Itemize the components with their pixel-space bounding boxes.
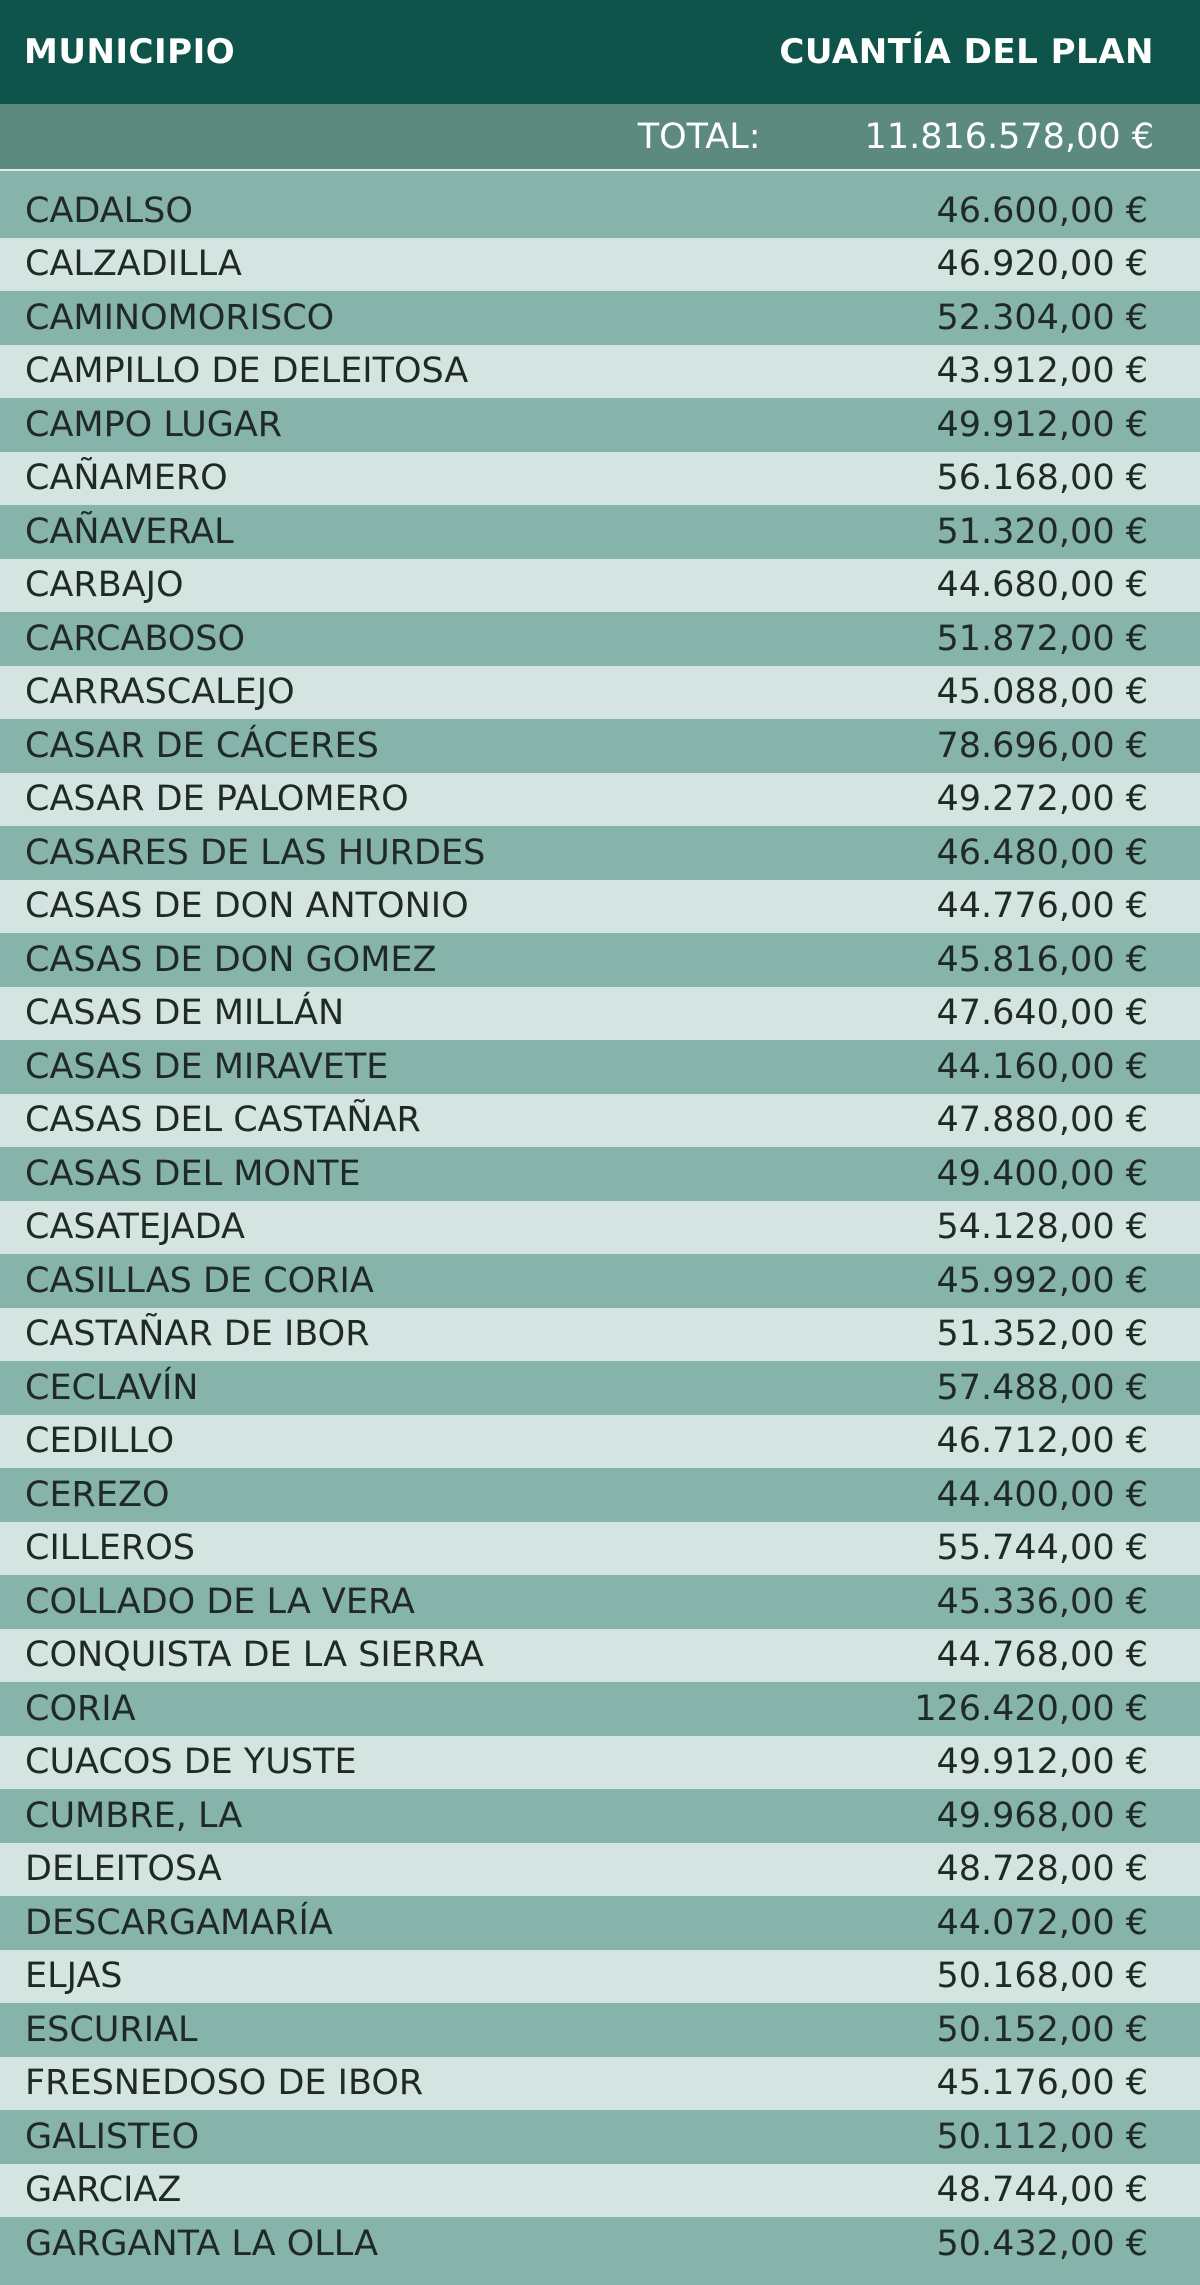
municipality-name: CAÑAMERO <box>25 458 228 499</box>
plan-amount: 49.968,00 € <box>936 1795 1148 1836</box>
table-row <box>0 238 1200 292</box>
table-row <box>0 2057 1200 2111</box>
municipality-name: CEREZO <box>25 1474 170 1515</box>
table-row <box>0 2110 1200 2164</box>
table-row <box>0 184 1200 238</box>
table-row <box>0 1682 1200 1736</box>
table-row <box>0 826 1200 880</box>
plan-amount: 48.728,00 € <box>936 1849 1148 1890</box>
municipality-name: CASTAÑAR DE IBOR <box>25 1314 370 1355</box>
plan-amount: 49.912,00 € <box>936 1742 1148 1783</box>
municipality-name: CEDILLO <box>25 1421 175 1462</box>
municipality-name: CASILLAS DE CORIA <box>25 1260 374 1301</box>
plan-amount: 51.320,00 € <box>936 511 1148 552</box>
municipality-name: CASAS DE DON ANTONIO <box>25 886 469 927</box>
plan-amount: 44.160,00 € <box>936 1046 1148 1087</box>
plan-amount: 50.168,00 € <box>936 1956 1148 1997</box>
plan-amount: 44.680,00 € <box>936 565 1148 606</box>
table-row <box>0 1147 1200 1201</box>
plan-amount: 47.880,00 € <box>936 1100 1148 1141</box>
table-row <box>0 452 1200 506</box>
plan-amount: 45.816,00 € <box>936 939 1148 980</box>
table-row <box>0 1950 1200 2004</box>
table-row <box>0 559 1200 613</box>
table-row <box>0 1522 1200 1576</box>
plan-amount: 44.400,00 € <box>936 1474 1148 1515</box>
plan-amount: 45.176,00 € <box>936 2063 1148 2104</box>
table-row <box>0 773 1200 827</box>
table-row <box>0 933 1200 987</box>
plan-amount: 52.304,00 € <box>936 297 1148 338</box>
municipality-name: ELJAS <box>25 1956 123 1997</box>
municipality-name: CASARES DE LAS HURDES <box>25 832 486 873</box>
municipality-name: CARBAJO <box>25 565 184 606</box>
table-row <box>0 612 1200 666</box>
municipality-name: CILLEROS <box>25 1528 195 1569</box>
plan-amount: 45.088,00 € <box>936 672 1148 713</box>
municipality-name: DELEITOSA <box>25 1849 222 1890</box>
municipality-name: CORIA <box>25 1688 136 1729</box>
table-row <box>0 1040 1200 1094</box>
municipality-name: CADALSO <box>25 190 193 231</box>
table-row <box>0 880 1200 934</box>
plan-amount: 46.920,00 € <box>936 244 1148 285</box>
table-row <box>0 2217 1200 2271</box>
municipality-name: GARCIAZ <box>25 2170 182 2211</box>
total-value: 11.816.578,00 € <box>864 116 1154 157</box>
plan-amount: 51.352,00 € <box>936 1314 1148 1355</box>
municipality-name: CAMPO LUGAR <box>25 404 283 445</box>
table-row <box>0 2164 1200 2218</box>
municipality-name: CUMBRE, LA <box>25 1795 243 1836</box>
plan-amount: 126.420,00 € <box>914 1688 1148 1729</box>
table-row <box>0 1201 1200 1255</box>
municipality-name: CALZADILLA <box>25 244 242 285</box>
total-label: TOTAL: <box>637 116 761 157</box>
municipio-header: MUNICIPIO <box>24 32 236 72</box>
municipality-name: CAMINOMORISCO <box>25 297 335 338</box>
plan-amount: 51.872,00 € <box>936 618 1148 659</box>
municipality-name: GARGANTA LA OLLA <box>25 2223 379 2264</box>
plan-amount: 44.776,00 € <box>936 886 1148 927</box>
municipality-name: CUACOS DE YUSTE <box>25 1742 357 1783</box>
municipality-name: CASAR DE CÁCERES <box>25 725 379 766</box>
plan-amount: 50.152,00 € <box>936 2009 1148 2050</box>
municipality-name: FRESNEDOSO DE IBOR <box>25 2063 424 2104</box>
plan-amount: 57.488,00 € <box>936 1367 1148 1408</box>
municipality-name: CASAR DE PALOMERO <box>25 779 409 820</box>
municipality-name: CASATEJADA <box>25 1207 245 1248</box>
plan-amount: 45.336,00 € <box>936 1581 1148 1622</box>
plan-amount: 55.744,00 € <box>936 1528 1148 1569</box>
plan-amount: 46.712,00 € <box>936 1421 1148 1462</box>
municipality-name: CASAS DEL CASTAÑAR <box>25 1100 421 1141</box>
table-row <box>0 505 1200 559</box>
municipality-name: GALISTEO <box>25 2116 200 2157</box>
plan-amount: 46.480,00 € <box>936 832 1148 873</box>
table-header <box>0 0 1200 104</box>
table-row <box>0 666 1200 720</box>
municipality-name: CASAS DE DON GOMEZ <box>25 939 437 980</box>
municipality-name: COLLADO DE LA VERA <box>25 1581 415 1622</box>
municipality-name: CAÑAVERAL <box>25 511 234 552</box>
table-row <box>0 1415 1200 1469</box>
table-footer-band <box>0 2271 1200 2285</box>
plan-amount: 50.112,00 € <box>936 2116 1148 2157</box>
plan-amount: 46.600,00 € <box>936 190 1148 231</box>
table-row <box>0 1254 1200 1308</box>
municipality-name: ESCURIAL <box>25 2009 198 2050</box>
total-row <box>0 104 1200 171</box>
table-row <box>0 1575 1200 1629</box>
municipality-name: CONQUISTA DE LA SIERRA <box>25 1635 484 1676</box>
table-row <box>0 1361 1200 1415</box>
plan-amount: 49.272,00 € <box>936 779 1148 820</box>
plan-amount: 48.744,00 € <box>936 2170 1148 2211</box>
table-row <box>0 1468 1200 1522</box>
table-row <box>0 1896 1200 1950</box>
plan-amount: 78.696,00 € <box>936 725 1148 766</box>
table-row <box>0 987 1200 1041</box>
table-row <box>0 2003 1200 2057</box>
cuantia-header: CUANTÍA DEL PLAN <box>779 32 1154 72</box>
table-row <box>0 1789 1200 1843</box>
plan-amount: 54.128,00 € <box>936 1207 1148 1248</box>
plan-amount: 50.432,00 € <box>936 2223 1148 2264</box>
table-row <box>0 291 1200 345</box>
plan-amount: 49.400,00 € <box>936 1153 1148 1194</box>
plan-amount: 44.768,00 € <box>936 1635 1148 1676</box>
municipality-name: CECLAVÍN <box>25 1367 199 1408</box>
plan-amount: 49.912,00 € <box>936 404 1148 445</box>
table-row <box>0 345 1200 399</box>
municipality-name: CASAS DE MIRAVETE <box>25 1046 389 1087</box>
plan-amount: 44.072,00 € <box>936 1902 1148 1943</box>
plan-amount: 56.168,00 € <box>936 458 1148 499</box>
table-row <box>0 1094 1200 1148</box>
plan-amount: 47.640,00 € <box>936 993 1148 1034</box>
municipality-name: DESCARGAMARÍA <box>25 1902 333 1943</box>
plan-amount: 43.912,00 € <box>936 351 1148 392</box>
table-body <box>0 184 1200 2285</box>
table-row <box>0 719 1200 773</box>
municipality-name: CASAS DEL MONTE <box>25 1153 361 1194</box>
divider <box>0 171 1200 184</box>
municipality-name: CARRASCALEJO <box>25 672 295 713</box>
table-row <box>0 1736 1200 1790</box>
municipality-name: CARCABOSO <box>25 618 246 659</box>
table-row <box>0 1308 1200 1362</box>
plan-amount: 45.992,00 € <box>936 1260 1148 1301</box>
table-row <box>0 1843 1200 1897</box>
table-row <box>0 1629 1200 1683</box>
municipality-name: CAMPILLO DE DELEITOSA <box>25 351 469 392</box>
table-row <box>0 398 1200 452</box>
municipality-name: CASAS DE MILLÁN <box>25 993 345 1034</box>
